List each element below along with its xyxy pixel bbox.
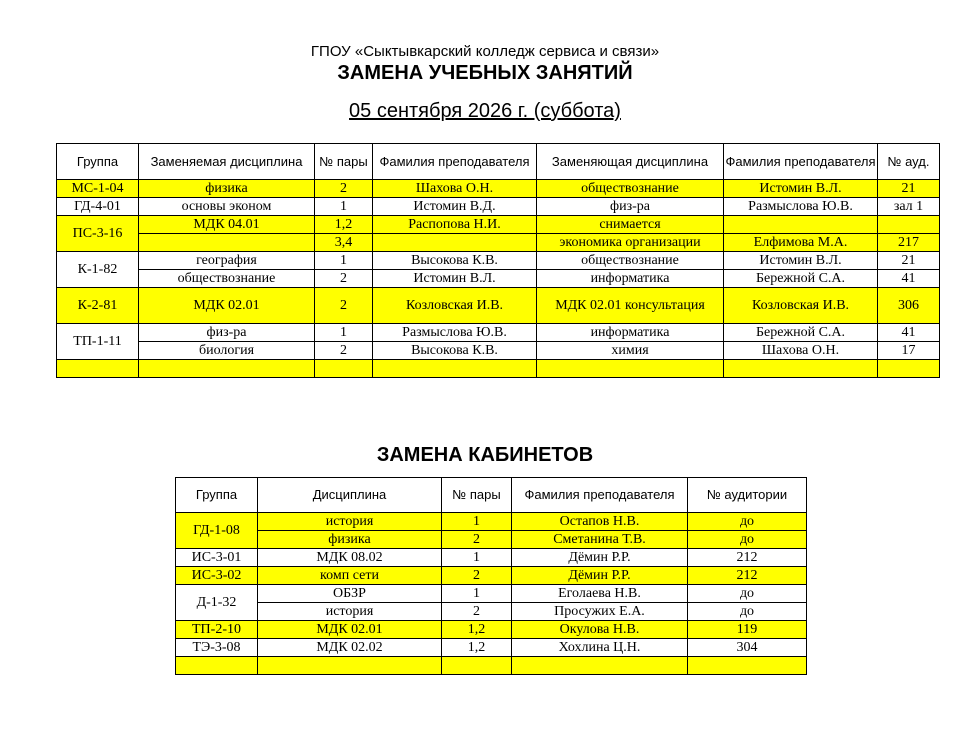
table-cell: информатика xyxy=(537,270,724,288)
table-cell: до xyxy=(688,585,807,603)
table-cell xyxy=(139,234,315,252)
table-cell: информатика xyxy=(537,324,724,342)
table-cell: Шахова О.Н. xyxy=(724,342,878,360)
table-cell: 1 xyxy=(315,198,373,216)
table-cell: 212 xyxy=(688,549,807,567)
table-cell: 2 xyxy=(442,567,512,585)
table-cell: химия xyxy=(537,342,724,360)
table-row xyxy=(57,252,940,270)
table-cell: обществознание xyxy=(537,252,724,270)
group-cell: ГД-4-01 xyxy=(57,198,139,216)
header-cell: № пары xyxy=(442,478,512,513)
table-cell: МДК 02.01 консультация xyxy=(537,288,724,324)
table-cell: Истомин В.Л. xyxy=(724,252,878,270)
table-cell: Высокова К.В. xyxy=(373,252,537,270)
table-cell: биология xyxy=(139,342,315,360)
table-cell: 3,4 xyxy=(315,234,373,252)
group-cell: ГД-1-08 xyxy=(176,513,258,549)
header-cell: Группа xyxy=(176,478,258,513)
table-cell: 2 xyxy=(315,180,373,198)
header-cell: Заменяемая дисциплина xyxy=(139,144,315,180)
table-cell: история xyxy=(258,603,442,621)
college-name: ГПОУ «Сыктывкарский колледж сервиса и связи» xyxy=(310,43,660,60)
table-cell: 306 xyxy=(878,288,940,324)
group-cell: К-1-82 xyxy=(57,252,139,288)
table-cell xyxy=(512,657,688,675)
table-cell xyxy=(878,360,940,378)
table-cell: Истомин В.Д. xyxy=(373,198,537,216)
table-cell: обществознание xyxy=(537,180,724,198)
table-cell: основы эконом xyxy=(139,198,315,216)
table-cell: Козловская И.В. xyxy=(373,288,537,324)
group-cell: ТЭ-3-08 xyxy=(176,639,258,657)
table-cell: география xyxy=(139,252,315,270)
table-cell: 1,2 xyxy=(442,621,512,639)
table-cell: 2 xyxy=(315,342,373,360)
table-cell: физ-ра xyxy=(537,198,724,216)
page-title: ЗАМЕНА УЧЕБНЫХ ЗАНЯТИЙ xyxy=(337,62,633,84)
group-cell xyxy=(57,360,139,378)
table-cell: Бережной С.А. xyxy=(724,270,878,288)
table-row xyxy=(57,324,940,342)
header-cell: Фамилия преподавателя xyxy=(373,144,537,180)
table-cell xyxy=(688,657,807,675)
header-cell: № пары xyxy=(315,144,373,180)
table-cell: Дёмин Р.Р. xyxy=(512,549,688,567)
table-cell: до xyxy=(688,513,807,531)
group-cell: ПС-3-16 xyxy=(57,216,139,252)
table-row xyxy=(57,234,940,252)
table-cell: Елфимова М.А. xyxy=(724,234,878,252)
table-cell: ОБЗР xyxy=(258,585,442,603)
table-row xyxy=(57,198,940,216)
table-row xyxy=(57,288,940,324)
table-cell: 1,2 xyxy=(442,639,512,657)
table-cell: 21 xyxy=(878,180,940,198)
table-row xyxy=(176,513,807,531)
table-cell: Просужих Е.А. xyxy=(512,603,688,621)
table-cell: 304 xyxy=(688,639,807,657)
table-row xyxy=(57,270,940,288)
table-cell: 17 xyxy=(878,342,940,360)
table-row xyxy=(176,639,807,657)
table-row xyxy=(57,180,940,198)
header-cell: Фамилия преподавателя xyxy=(512,478,688,513)
table-cell: 1,2 xyxy=(315,216,373,234)
rooms-title: ЗАМЕНА КАБИНЕТОВ xyxy=(376,444,594,466)
table-row xyxy=(57,360,940,378)
table-cell: Окулова Н.В. xyxy=(512,621,688,639)
table-cell xyxy=(373,234,537,252)
table-cell: МДК 08.02 xyxy=(258,549,442,567)
table-cell: 2 xyxy=(315,288,373,324)
table-cell: экономика организации xyxy=(537,234,724,252)
header-cell: Фамилия преподавателя xyxy=(724,144,878,180)
table-cell: Высокова К.В. xyxy=(373,342,537,360)
table-cell xyxy=(724,360,878,378)
table-cell: 1 xyxy=(442,585,512,603)
table-cell: 2 xyxy=(315,270,373,288)
lesson-header-row xyxy=(57,144,940,180)
table-cell xyxy=(139,360,315,378)
table-cell: 1 xyxy=(315,252,373,270)
table-cell xyxy=(315,360,373,378)
table-cell: Шахова О.Н. xyxy=(373,180,537,198)
table-cell: 21 xyxy=(878,252,940,270)
group-cell: ИС-3-02 xyxy=(176,567,258,585)
table-cell: Размыслова Ю.В. xyxy=(373,324,537,342)
date-line xyxy=(0,100,970,123)
table-row xyxy=(176,657,807,675)
table-row xyxy=(176,621,807,639)
table-cell: МДК 04.01 xyxy=(139,216,315,234)
table-cell: физика xyxy=(139,180,315,198)
table-row xyxy=(57,342,940,360)
date-text: 05 сентября 2026 г. (суббота) xyxy=(349,100,621,122)
group-cell: ИС-3-01 xyxy=(176,549,258,567)
table-cell: 217 xyxy=(878,234,940,252)
group-cell: Д-1-32 xyxy=(176,585,258,621)
table-cell: история xyxy=(258,513,442,531)
table-cell xyxy=(442,657,512,675)
table-row xyxy=(176,549,807,567)
table-cell: МДК 02.01 xyxy=(139,288,315,324)
table-cell: физ-ра xyxy=(139,324,315,342)
table-cell: МДК 02.02 xyxy=(258,639,442,657)
table-row xyxy=(176,585,807,603)
table-cell: Размыслова Ю.В. xyxy=(724,198,878,216)
table-cell: до xyxy=(688,531,807,549)
header-cell: № аудитории xyxy=(688,478,807,513)
table-cell: Истомин В.Л. xyxy=(724,180,878,198)
table-cell: 1 xyxy=(315,324,373,342)
table-row xyxy=(176,567,807,585)
table-cell xyxy=(373,360,537,378)
table-cell: снимается xyxy=(537,216,724,234)
table-cell: Распопова Н.И. xyxy=(373,216,537,234)
table-cell: Бережной С.А. xyxy=(724,324,878,342)
rooms-header-row xyxy=(176,478,807,513)
table-row xyxy=(57,216,940,234)
lesson-substitution-table xyxy=(56,143,940,378)
header-cell: № ауд. xyxy=(878,144,940,180)
group-cell: К-2-81 xyxy=(57,288,139,324)
table-cell: зал 1 xyxy=(878,198,940,216)
table-row xyxy=(176,603,807,621)
table-cell: 212 xyxy=(688,567,807,585)
table-cell xyxy=(724,216,878,234)
table-cell: Дёмин Р.Р. xyxy=(512,567,688,585)
table-cell xyxy=(537,360,724,378)
table-cell: Хохлина Ц.Н. xyxy=(512,639,688,657)
table-cell: Козловская И.В. xyxy=(724,288,878,324)
header-cell: Группа xyxy=(57,144,139,180)
table-cell: комп сети xyxy=(258,567,442,585)
group-cell: ТП-1-11 xyxy=(57,324,139,360)
table-cell xyxy=(878,216,940,234)
group-cell xyxy=(176,657,258,675)
table-row xyxy=(176,531,807,549)
table-cell: 119 xyxy=(688,621,807,639)
table-cell: 41 xyxy=(878,324,940,342)
table-cell: 2 xyxy=(442,531,512,549)
header-cell: Заменяющая дисциплина xyxy=(537,144,724,180)
table-cell: Истомин В.Л. xyxy=(373,270,537,288)
group-cell: МС-1-04 xyxy=(57,180,139,198)
table-cell: физика xyxy=(258,531,442,549)
room-substitution-table xyxy=(175,477,807,675)
table-cell: Остапов Н.В. xyxy=(512,513,688,531)
table-cell: Еголаева Н.В. xyxy=(512,585,688,603)
table-cell: до xyxy=(688,603,807,621)
table-cell: Сметанина Т.В. xyxy=(512,531,688,549)
table-cell: 2 xyxy=(442,603,512,621)
header-cell: Дисциплина xyxy=(258,478,442,513)
table-cell: МДК 02.01 xyxy=(258,621,442,639)
table-cell xyxy=(258,657,442,675)
table-cell: 1 xyxy=(442,549,512,567)
table-cell: обществознание xyxy=(139,270,315,288)
table-cell: 41 xyxy=(878,270,940,288)
group-cell: ТП-2-10 xyxy=(176,621,258,639)
table-cell: 1 xyxy=(442,513,512,531)
